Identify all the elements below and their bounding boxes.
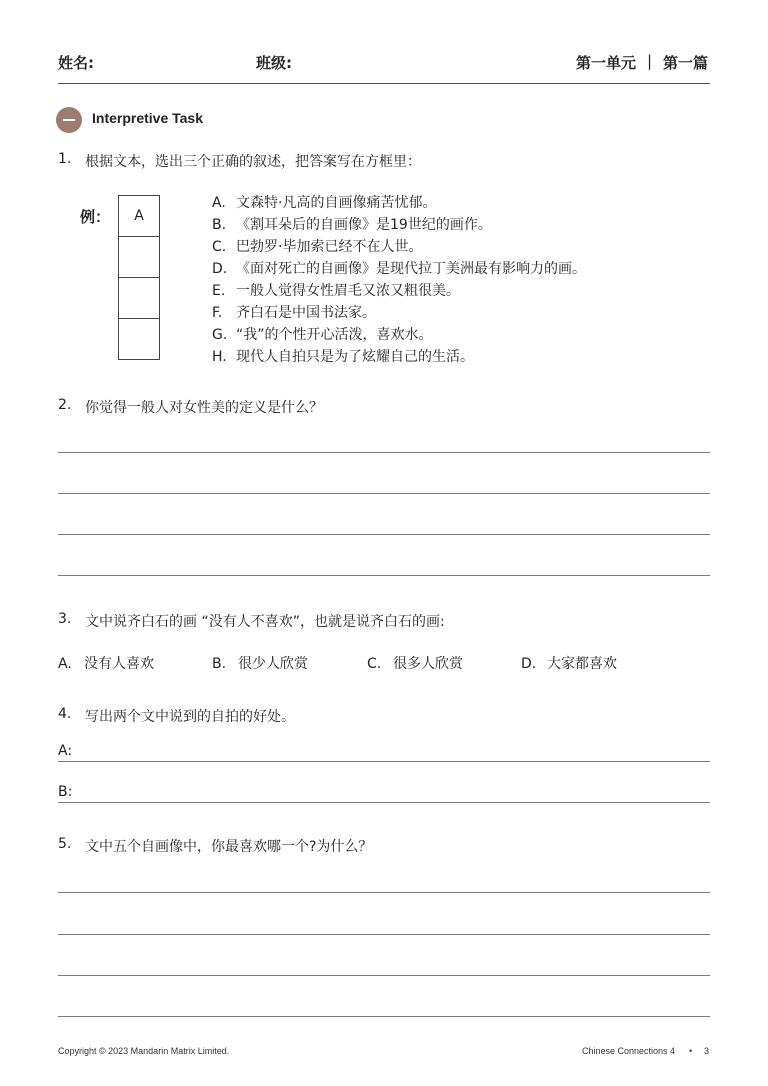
choice-text: 很多人欣赏 (393, 656, 463, 672)
class-label: 班级: (256, 54, 292, 72)
q1-prompt: 根据文本，选出三个正确的叙述，把答案写在方框里： (85, 154, 421, 170)
dash-icon (63, 119, 75, 121)
q3-prompt: 文中说齐白石的画 “没有人不喜欢”，也就是说齐白石的画: (85, 614, 445, 630)
answer-box-3[interactable] (118, 318, 160, 360)
answer-line[interactable] (58, 892, 710, 893)
answer-line[interactable] (58, 534, 710, 535)
choice-text: 没有人喜欢 (84, 656, 154, 672)
option-c (212, 236, 422, 258)
choice-b[interactable] (212, 653, 308, 673)
option-b (212, 214, 492, 236)
q5-prompt: 文中五个自画像中，你最喜欢哪一个?为什么？ (85, 839, 373, 855)
option-letter: G. (212, 327, 228, 343)
book-title: Chinese Connections 4 (582, 1046, 676, 1056)
choice-text: 很少人欣赏 (238, 656, 308, 672)
option-text: 《面对死亡的自画像》是现代拉丁美洲最有影响力的画。 (236, 261, 586, 277)
q2-number: 2. (58, 397, 72, 413)
option-letter: D. (212, 261, 228, 277)
q5-number: 5. (58, 836, 72, 852)
answer-a-line[interactable] (58, 761, 710, 762)
option-letter: F. (212, 305, 223, 321)
q2-prompt: 你觉得一般人对女性美的定义是什么？ (85, 400, 323, 416)
answer-box-2[interactable] (118, 277, 160, 319)
answer-line[interactable] (58, 575, 710, 576)
unit-label: 第一单元 (576, 54, 637, 72)
choice-letter: C. (367, 656, 382, 672)
section-title: Interpretive Task (92, 110, 204, 126)
name-label: 姓名: (58, 54, 94, 72)
option-letter: C. (212, 239, 227, 255)
option-text: “我”的个性开心活泼，喜欢水。 (236, 327, 433, 343)
choice-c[interactable] (367, 653, 463, 673)
q4-prompt: 写出两个文中说到的自拍的好处。 (85, 709, 295, 725)
option-letter: E. (212, 283, 226, 299)
copyright-text: Copyright © 2023 Mandarin Matrix Limited. (58, 1046, 230, 1056)
option-text: 一般人觉得女性眉毛又浓又粗很美。 (236, 283, 460, 299)
answer-box-example: A (118, 195, 160, 237)
header-separator: | (647, 52, 653, 70)
answer-line[interactable] (58, 452, 710, 453)
option-text: 《割耳朵后的自画像》是19世纪的画作。 (236, 217, 492, 233)
option-f (212, 302, 376, 324)
q3-number: 3. (58, 611, 72, 627)
option-letter: H. (212, 349, 227, 365)
option-a (212, 192, 436, 214)
part-label: 第一篇 (663, 54, 709, 72)
header-divider (58, 83, 710, 84)
footer-bullet: • (689, 1046, 693, 1056)
option-letter: B. (212, 217, 227, 233)
answer-a-label: A: (58, 743, 73, 759)
q4-number: 4. (58, 706, 72, 722)
choice-letter: A. (58, 656, 72, 672)
answer-line[interactable] (58, 975, 710, 976)
option-text: 现代人自拍只是为了炫耀自己的生活。 (236, 349, 474, 365)
choice-letter: B. (212, 656, 227, 672)
answer-box-column (118, 195, 160, 360)
example-label: 例： (80, 208, 111, 226)
choice-text: 大家都喜欢 (547, 656, 617, 672)
choice-letter: D. (521, 656, 537, 672)
q1-number: 1. (58, 151, 72, 167)
option-e (212, 280, 460, 302)
answer-b-label: B: (58, 784, 73, 800)
answer-box-1[interactable] (118, 236, 160, 278)
answer-b-line[interactable] (58, 802, 710, 803)
page-number: 3 (704, 1046, 710, 1056)
option-text: 巴勃罗·毕加索已经不在人世。 (236, 239, 423, 255)
answer-line[interactable] (58, 934, 710, 935)
option-text: 齐白石是中国书法家。 (236, 305, 376, 321)
option-h (212, 346, 474, 368)
answer-line[interactable] (58, 493, 710, 494)
option-letter: A. (212, 195, 226, 211)
option-d (212, 258, 586, 280)
section-badge (56, 107, 82, 133)
option-g (212, 324, 433, 346)
answer-line[interactable] (58, 1016, 710, 1017)
choice-a[interactable] (58, 653, 154, 673)
choice-d[interactable] (521, 653, 617, 673)
option-text: 文森特·凡高的自画像痛苦忧郁。 (236, 195, 437, 211)
